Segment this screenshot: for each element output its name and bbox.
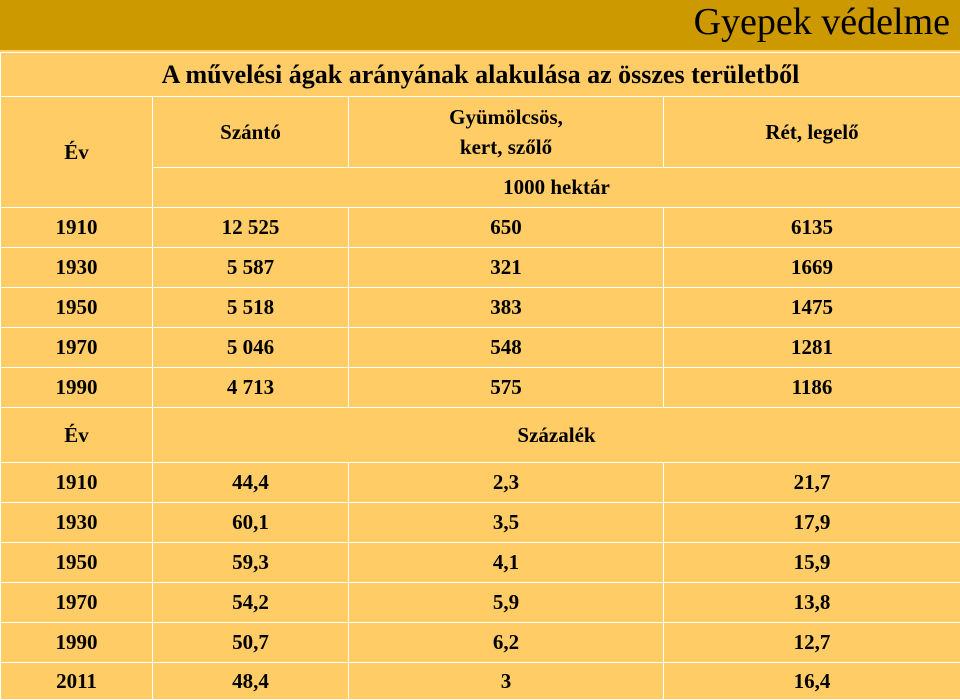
table-row xyxy=(1,248,960,288)
cell-gyumolcsos: 3,5 xyxy=(349,503,664,543)
cell-szanto: 5 046 xyxy=(153,328,349,368)
cell-szanto: 54,2 xyxy=(153,583,349,623)
cell-szanto: 44,4 xyxy=(153,463,349,503)
year-header: Év xyxy=(1,408,153,463)
cell-year: 1990 xyxy=(1,623,153,663)
col-header-ret: Rét, legelő xyxy=(664,97,960,168)
cell-szanto: 5 518 xyxy=(153,288,349,328)
cell-ret: 16,4 xyxy=(664,663,960,700)
cell-ret: 15,9 xyxy=(664,543,960,583)
land-use-table xyxy=(0,52,960,700)
cell-szanto: 48,4 xyxy=(153,663,349,700)
cell-ret: 6135 xyxy=(664,208,960,248)
cell-ret: 21,7 xyxy=(664,463,960,503)
table-row xyxy=(1,208,960,248)
cell-szanto: 50,7 xyxy=(153,623,349,663)
cell-ret: 1281 xyxy=(664,328,960,368)
col-header-szanto: Szántó xyxy=(153,97,349,168)
cell-year: 1930 xyxy=(1,503,153,543)
cell-szanto: 4 713 xyxy=(153,368,349,408)
cell-gyumolcsos: 5,9 xyxy=(349,583,664,623)
cell-ret: 1669 xyxy=(664,248,960,288)
table-row xyxy=(1,663,960,700)
cell-ret: 13,8 xyxy=(664,583,960,623)
table-title: A művelési ágak arányának alakulása az összes területből xyxy=(1,53,960,97)
unit-percent: Százalék xyxy=(153,408,960,463)
table-row xyxy=(1,288,960,328)
cell-gyumolcsos: 3 xyxy=(349,663,664,700)
cell-year: 2011 xyxy=(1,663,153,700)
cell-year: 1910 xyxy=(1,208,153,248)
table-row xyxy=(1,623,960,663)
table-row xyxy=(1,368,960,408)
cell-ret: 17,9 xyxy=(664,503,960,543)
cell-szanto: 12 525 xyxy=(153,208,349,248)
table-row xyxy=(1,583,960,623)
cell-gyumolcsos: 4,1 xyxy=(349,543,664,583)
cell-year: 1950 xyxy=(1,543,153,583)
cell-year: 1930 xyxy=(1,248,153,288)
col-header-line: kert, szőlő xyxy=(459,135,553,159)
cell-gyumolcsos: 650 xyxy=(349,208,664,248)
cell-szanto: 60,1 xyxy=(153,503,349,543)
table-row xyxy=(1,328,960,368)
cell-year: 1990 xyxy=(1,368,153,408)
cell-year: 1970 xyxy=(1,328,153,368)
cell-gyumolcsos: 321 xyxy=(349,248,664,288)
table-row xyxy=(1,503,960,543)
cell-szanto: 59,3 xyxy=(153,543,349,583)
section-row xyxy=(1,408,960,463)
unit-hectare: 1000 hektár xyxy=(153,168,960,208)
cell-gyumolcsos: 383 xyxy=(349,288,664,328)
cell-ret: 12,7 xyxy=(664,623,960,663)
cell-gyumolcsos: 6,2 xyxy=(349,623,664,663)
cell-gyumolcsos: 2,3 xyxy=(349,463,664,503)
cell-year: 1970 xyxy=(1,583,153,623)
cell-gyumolcsos: 575 xyxy=(349,368,664,408)
year-header: Év xyxy=(1,97,153,208)
cell-gyumolcsos: 548 xyxy=(349,328,664,368)
slide-title: Gyepek védelme xyxy=(693,1,950,43)
cell-ret: 1475 xyxy=(664,288,960,328)
table-row xyxy=(1,543,960,583)
cell-ret: 1186 xyxy=(664,368,960,408)
col-header-gyumolcsos xyxy=(349,97,664,168)
cell-year: 1950 xyxy=(1,288,153,328)
col-header-line: Gyümölcsös, xyxy=(449,105,563,129)
cell-szanto: 5 587 xyxy=(153,248,349,288)
cell-year: 1910 xyxy=(1,463,153,503)
table-row xyxy=(1,463,960,503)
